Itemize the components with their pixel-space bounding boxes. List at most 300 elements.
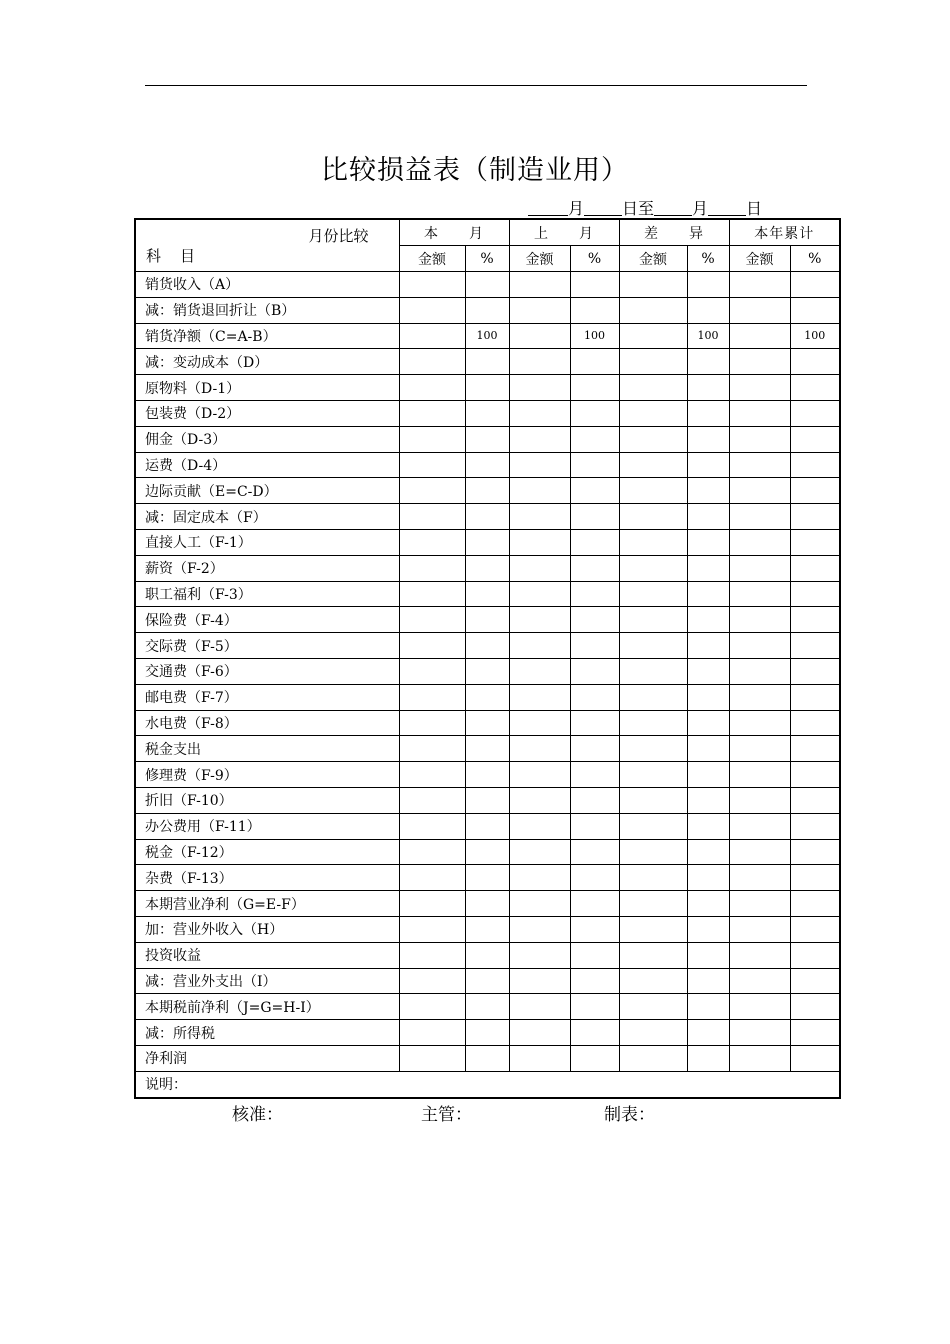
amount-cell[interactable] [509, 916, 570, 942]
amount-header: 金额 [509, 246, 570, 272]
percent-cell[interactable] [790, 839, 840, 865]
percent-cell[interactable] [465, 555, 509, 581]
amount-cell[interactable] [509, 504, 570, 530]
table-row [135, 916, 840, 942]
percent-cell[interactable] [465, 736, 509, 762]
amount-cell[interactable] [509, 633, 570, 659]
percent-cell[interactable] [687, 349, 729, 375]
table-row [135, 529, 840, 555]
amount-cell[interactable] [729, 813, 790, 839]
amount-cell[interactable] [729, 529, 790, 555]
amount-cell[interactable] [509, 891, 570, 917]
percent-cell[interactable] [465, 375, 509, 401]
amount-cell[interactable] [399, 529, 465, 555]
amount-cell[interactable] [619, 968, 687, 994]
percent-cell[interactable] [465, 710, 509, 736]
percent-cell[interactable] [570, 787, 619, 813]
amount-cell[interactable] [619, 839, 687, 865]
amount-cell[interactable] [399, 633, 465, 659]
percent-cell[interactable] [790, 994, 840, 1020]
percent-cell[interactable] [790, 710, 840, 736]
amount-cell[interactable] [619, 658, 687, 684]
percent-cell[interactable] [687, 581, 729, 607]
percent-cell[interactable] [687, 916, 729, 942]
amount-cell[interactable] [399, 839, 465, 865]
amount-cell[interactable] [619, 633, 687, 659]
percent-cell[interactable] [570, 633, 619, 659]
percent-cell[interactable] [790, 555, 840, 581]
amount-cell[interactable] [399, 272, 465, 298]
percent-cell[interactable] [790, 891, 840, 917]
percent-cell[interactable] [687, 452, 729, 478]
group-this-month: 本 月 [399, 219, 509, 246]
percent-cell[interactable] [465, 762, 509, 788]
amount-cell[interactable] [729, 684, 790, 710]
percent-cell[interactable] [465, 813, 509, 839]
percent-cell[interactable] [465, 891, 509, 917]
day-from-label: 日至 [622, 199, 655, 218]
amount-cell[interactable] [619, 529, 687, 555]
row-label: 销货净额（C=A-B） [135, 323, 399, 349]
percent-cell[interactable] [790, 916, 840, 942]
amount-cell[interactable] [619, 994, 687, 1020]
amount-cell[interactable] [619, 710, 687, 736]
percent-cell[interactable] [465, 297, 509, 323]
amount-cell[interactable] [509, 426, 570, 452]
amount-cell[interactable] [509, 684, 570, 710]
amount-cell[interactable] [729, 1020, 790, 1046]
header-corner-cell [135, 219, 399, 272]
percent-cell[interactable] [687, 787, 729, 813]
percent-cell[interactable] [465, 1020, 509, 1046]
row-label: 佣金（D-3） [135, 426, 399, 452]
row-label: 减：所得税 [135, 1020, 399, 1046]
percent-cell[interactable] [790, 813, 840, 839]
percent-cell[interactable] [570, 375, 619, 401]
percent-cell[interactable] [790, 762, 840, 788]
amount-cell[interactable] [619, 581, 687, 607]
amount-header: 金额 [729, 246, 790, 272]
date-line [528, 196, 762, 219]
amount-cell[interactable] [619, 1045, 687, 1071]
percent-cell[interactable] [465, 349, 509, 375]
amount-cell[interactable] [509, 478, 570, 504]
percent-cell[interactable] [570, 581, 619, 607]
amount-cell[interactable] [509, 1045, 570, 1071]
percent-cell[interactable] [687, 633, 729, 659]
amount-cell[interactable] [399, 994, 465, 1020]
amount-cell[interactable] [399, 1045, 465, 1071]
day-from-blank[interactable] [584, 199, 622, 216]
percent-cell[interactable] [570, 968, 619, 994]
percent-cell[interactable] [570, 452, 619, 478]
percent-cell[interactable] [570, 426, 619, 452]
month-from-label: 月 [568, 199, 585, 218]
amount-cell[interactable] [619, 607, 687, 633]
percent-cell[interactable] [465, 529, 509, 555]
amount-cell[interactable] [619, 400, 687, 426]
percent-cell[interactable] [570, 297, 619, 323]
amount-cell[interactable] [729, 633, 790, 659]
row-label: 销货收入（A） [135, 272, 399, 298]
amount-cell[interactable] [399, 658, 465, 684]
percent-cell[interactable] [687, 994, 729, 1020]
amount-cell[interactable] [509, 272, 570, 298]
percent-cell[interactable] [465, 400, 509, 426]
amount-cell[interactable] [619, 813, 687, 839]
amount-cell[interactable] [509, 865, 570, 891]
amount-cell[interactable] [619, 555, 687, 581]
amount-cell[interactable] [509, 839, 570, 865]
amount-cell[interactable] [729, 736, 790, 762]
percent-cell[interactable] [465, 607, 509, 633]
percent-cell[interactable] [687, 762, 729, 788]
amount-cell[interactable] [399, 478, 465, 504]
amount-cell[interactable] [509, 581, 570, 607]
row-label: 水电费（F-8） [135, 710, 399, 736]
group-last-month: 上 月 [509, 219, 619, 246]
amount-cell[interactable] [619, 736, 687, 762]
amount-cell[interactable] [509, 1020, 570, 1046]
day-to-label: 日 [746, 199, 763, 218]
table-row [135, 555, 840, 581]
percent-cell[interactable] [687, 478, 729, 504]
amount-cell[interactable] [399, 1020, 465, 1046]
table-row [135, 400, 840, 426]
percent-cell[interactable] [465, 426, 509, 452]
amount-cell[interactable] [399, 426, 465, 452]
amount-cell[interactable] [399, 787, 465, 813]
percent-cell[interactable]: 100 [687, 323, 729, 349]
percent-cell[interactable] [687, 272, 729, 298]
percent-cell[interactable] [687, 297, 729, 323]
amount-cell[interactable] [729, 349, 790, 375]
amount-cell[interactable] [399, 891, 465, 917]
page-title: 比较损益表（制造业用） [321, 155, 629, 186]
amount-cell[interactable] [729, 504, 790, 530]
amount-cell[interactable] [399, 813, 465, 839]
percent-cell[interactable] [687, 865, 729, 891]
percent-cell[interactable] [790, 1020, 840, 1046]
amount-cell[interactable] [509, 787, 570, 813]
amount-cell[interactable] [399, 968, 465, 994]
amount-cell[interactable] [399, 865, 465, 891]
percent-cell[interactable] [570, 400, 619, 426]
row-label: 交通费（F-6） [135, 658, 399, 684]
percent-cell[interactable] [570, 349, 619, 375]
amount-cell[interactable] [509, 452, 570, 478]
percent-cell[interactable] [790, 684, 840, 710]
amount-cell[interactable] [399, 504, 465, 530]
amount-cell[interactable] [399, 942, 465, 968]
percent-cell[interactable] [570, 710, 619, 736]
percent-cell[interactable] [465, 968, 509, 994]
day-to-blank[interactable] [708, 199, 746, 216]
amount-cell[interactable] [729, 839, 790, 865]
amount-cell[interactable] [729, 994, 790, 1020]
percent-cell[interactable] [687, 736, 729, 762]
table-row [135, 375, 840, 401]
amount-cell[interactable] [729, 916, 790, 942]
percent-cell[interactable] [465, 916, 509, 942]
percent-cell[interactable] [687, 607, 729, 633]
amount-cell[interactable] [509, 942, 570, 968]
percent-cell[interactable] [687, 710, 729, 736]
percent-cell[interactable] [790, 633, 840, 659]
amount-cell[interactable] [509, 375, 570, 401]
percent-cell[interactable] [465, 581, 509, 607]
percent-cell[interactable] [687, 555, 729, 581]
row-label: 本期营业净利（G=E-F） [135, 891, 399, 917]
percent-cell[interactable] [790, 736, 840, 762]
percent-cell[interactable] [790, 581, 840, 607]
percent-cell[interactable] [687, 891, 729, 917]
percent-cell[interactable] [790, 865, 840, 891]
row-label: 减：营业外支出（I） [135, 968, 399, 994]
percent-cell[interactable] [570, 839, 619, 865]
amount-cell[interactable] [399, 684, 465, 710]
table-row [135, 581, 840, 607]
amount-cell[interactable] [399, 297, 465, 323]
amount-cell[interactable] [619, 375, 687, 401]
amount-cell[interactable] [729, 710, 790, 736]
amount-cell[interactable] [399, 375, 465, 401]
row-label: 边际贡献（E=C-D） [135, 478, 399, 504]
amount-cell[interactable] [729, 581, 790, 607]
table-row [135, 323, 840, 349]
amount-cell[interactable] [619, 891, 687, 917]
amount-header: 金额 [619, 246, 687, 272]
note-label[interactable]: 说明： [135, 1071, 840, 1097]
percent-cell[interactable] [687, 968, 729, 994]
row-label: 折旧（F-10） [135, 787, 399, 813]
table-row [135, 710, 840, 736]
percent-cell[interactable] [790, 400, 840, 426]
percent-cell[interactable] [687, 426, 729, 452]
amount-cell[interactable] [619, 426, 687, 452]
percent-cell[interactable] [465, 787, 509, 813]
amount-cell[interactable] [509, 710, 570, 736]
percent-cell[interactable] [570, 1020, 619, 1046]
amount-cell[interactable] [399, 607, 465, 633]
percent-cell[interactable] [790, 658, 840, 684]
amount-cell[interactable] [509, 762, 570, 788]
amount-cell[interactable] [729, 658, 790, 684]
row-label: 投资收益 [135, 942, 399, 968]
amount-cell[interactable] [729, 400, 790, 426]
percent-cell[interactable] [570, 762, 619, 788]
amount-cell[interactable] [509, 529, 570, 555]
percent-cell[interactable]: 100 [465, 323, 509, 349]
percent-cell[interactable] [687, 1020, 729, 1046]
percent-cell[interactable] [570, 994, 619, 1020]
percent-cell[interactable] [570, 555, 619, 581]
amount-cell[interactable] [729, 323, 790, 349]
amount-cell[interactable] [619, 452, 687, 478]
percent-cell[interactable] [465, 684, 509, 710]
amount-cell[interactable] [619, 787, 687, 813]
percent-cell[interactable] [790, 504, 840, 530]
amount-cell[interactable] [729, 891, 790, 917]
percent-cell[interactable] [687, 839, 729, 865]
amount-cell[interactable] [619, 916, 687, 942]
amount-cell[interactable] [509, 297, 570, 323]
amount-cell[interactable] [619, 297, 687, 323]
percent-cell[interactable] [687, 942, 729, 968]
table-row [135, 297, 840, 323]
amount-cell[interactable] [729, 787, 790, 813]
amount-cell[interactable] [619, 478, 687, 504]
amount-cell[interactable] [509, 736, 570, 762]
amount-header: 金额 [399, 246, 465, 272]
percent-cell[interactable] [570, 684, 619, 710]
amount-cell[interactable] [399, 581, 465, 607]
amount-cell[interactable] [399, 762, 465, 788]
amount-cell[interactable] [729, 272, 790, 298]
month-to-blank[interactable] [654, 199, 692, 216]
percent-cell[interactable] [465, 942, 509, 968]
table-row [135, 504, 840, 530]
row-label: 办公费用（F-11） [135, 813, 399, 839]
percent-cell[interactable] [465, 478, 509, 504]
amount-cell[interactable] [509, 994, 570, 1020]
percent-cell[interactable] [570, 658, 619, 684]
percent-cell[interactable] [687, 658, 729, 684]
amount-cell[interactable] [729, 478, 790, 504]
percent-cell[interactable] [790, 272, 840, 298]
percent-cell[interactable] [790, 426, 840, 452]
amount-cell[interactable] [619, 323, 687, 349]
amount-cell[interactable] [729, 762, 790, 788]
percent-cell[interactable] [570, 1045, 619, 1071]
amount-cell[interactable] [399, 736, 465, 762]
percent-cell[interactable] [570, 865, 619, 891]
percent-cell[interactable] [570, 942, 619, 968]
percent-cell[interactable] [687, 813, 729, 839]
amount-cell[interactable] [509, 968, 570, 994]
amount-cell[interactable] [619, 762, 687, 788]
percent-cell[interactable] [570, 736, 619, 762]
percent-cell[interactable] [570, 916, 619, 942]
percent-cell[interactable] [790, 297, 840, 323]
percent-cell[interactable] [790, 968, 840, 994]
percent-cell[interactable] [790, 942, 840, 968]
amount-cell[interactable] [729, 426, 790, 452]
amount-cell[interactable] [729, 297, 790, 323]
supervisor-label: 主管： [421, 1105, 472, 1125]
row-label: 税金支出 [135, 736, 399, 762]
percent-cell[interactable] [790, 375, 840, 401]
percent-cell[interactable] [465, 504, 509, 530]
percent-cell[interactable] [790, 529, 840, 555]
row-label: 包装费（D-2） [135, 400, 399, 426]
amount-cell[interactable] [619, 272, 687, 298]
amount-cell[interactable] [619, 504, 687, 530]
amount-cell[interactable] [729, 607, 790, 633]
amount-cell[interactable] [619, 942, 687, 968]
percent-cell[interactable] [687, 1045, 729, 1071]
table-row [135, 891, 840, 917]
amount-cell[interactable] [509, 400, 570, 426]
amount-cell[interactable] [509, 813, 570, 839]
percent-cell[interactable] [790, 607, 840, 633]
table-row [135, 349, 840, 375]
percent-cell[interactable] [465, 1045, 509, 1071]
amount-cell[interactable] [509, 607, 570, 633]
row-label: 减：变动成本（D） [135, 349, 399, 375]
amount-cell[interactable] [399, 452, 465, 478]
percent-cell[interactable] [465, 452, 509, 478]
percent-cell[interactable] [687, 400, 729, 426]
percent-cell[interactable] [570, 813, 619, 839]
table-row [135, 684, 840, 710]
percent-cell[interactable] [465, 633, 509, 659]
amount-cell[interactable] [399, 710, 465, 736]
amount-cell[interactable] [619, 684, 687, 710]
amount-cell[interactable] [729, 968, 790, 994]
percent-cell[interactable] [465, 865, 509, 891]
percent-header: % [570, 246, 619, 272]
percent-cell[interactable] [570, 529, 619, 555]
percent-cell[interactable] [790, 787, 840, 813]
row-label: 运费（D-4） [135, 452, 399, 478]
amount-cell[interactable] [729, 1045, 790, 1071]
percent-cell[interactable] [465, 658, 509, 684]
amount-cell[interactable] [509, 658, 570, 684]
percent-cell[interactable] [790, 349, 840, 375]
percent-cell[interactable] [570, 478, 619, 504]
percent-cell[interactable] [465, 272, 509, 298]
table-row [135, 658, 840, 684]
month-from-blank[interactable] [528, 199, 568, 216]
note-row [135, 1071, 840, 1097]
percent-cell[interactable] [570, 272, 619, 298]
percent-cell[interactable] [465, 839, 509, 865]
amount-cell[interactable] [619, 349, 687, 375]
amount-cell[interactable] [729, 865, 790, 891]
row-label: 税金（F-12） [135, 839, 399, 865]
amount-cell[interactable] [729, 555, 790, 581]
percent-cell[interactable]: 100 [790, 323, 840, 349]
percent-cell[interactable] [570, 607, 619, 633]
amount-cell[interactable] [509, 349, 570, 375]
percent-cell[interactable]: 100 [570, 323, 619, 349]
amount-cell[interactable] [399, 400, 465, 426]
percent-cell[interactable] [687, 684, 729, 710]
percent-cell[interactable] [790, 452, 840, 478]
percent-cell[interactable] [687, 375, 729, 401]
percent-cell[interactable] [687, 529, 729, 555]
amount-cell[interactable] [729, 942, 790, 968]
percent-cell[interactable] [570, 504, 619, 530]
amount-cell[interactable] [509, 323, 570, 349]
amount-cell[interactable] [399, 323, 465, 349]
table-row [135, 1020, 840, 1046]
amount-cell[interactable] [509, 555, 570, 581]
amount-cell[interactable] [619, 865, 687, 891]
amount-cell[interactable] [399, 916, 465, 942]
percent-cell[interactable] [790, 478, 840, 504]
percent-cell[interactable] [570, 891, 619, 917]
percent-cell[interactable] [790, 1045, 840, 1071]
percent-cell[interactable] [465, 994, 509, 1020]
amount-cell[interactable] [399, 349, 465, 375]
amount-cell[interactable] [619, 1020, 687, 1046]
amount-cell[interactable] [729, 452, 790, 478]
amount-cell[interactable] [399, 555, 465, 581]
amount-cell[interactable] [729, 375, 790, 401]
percent-cell[interactable] [687, 504, 729, 530]
